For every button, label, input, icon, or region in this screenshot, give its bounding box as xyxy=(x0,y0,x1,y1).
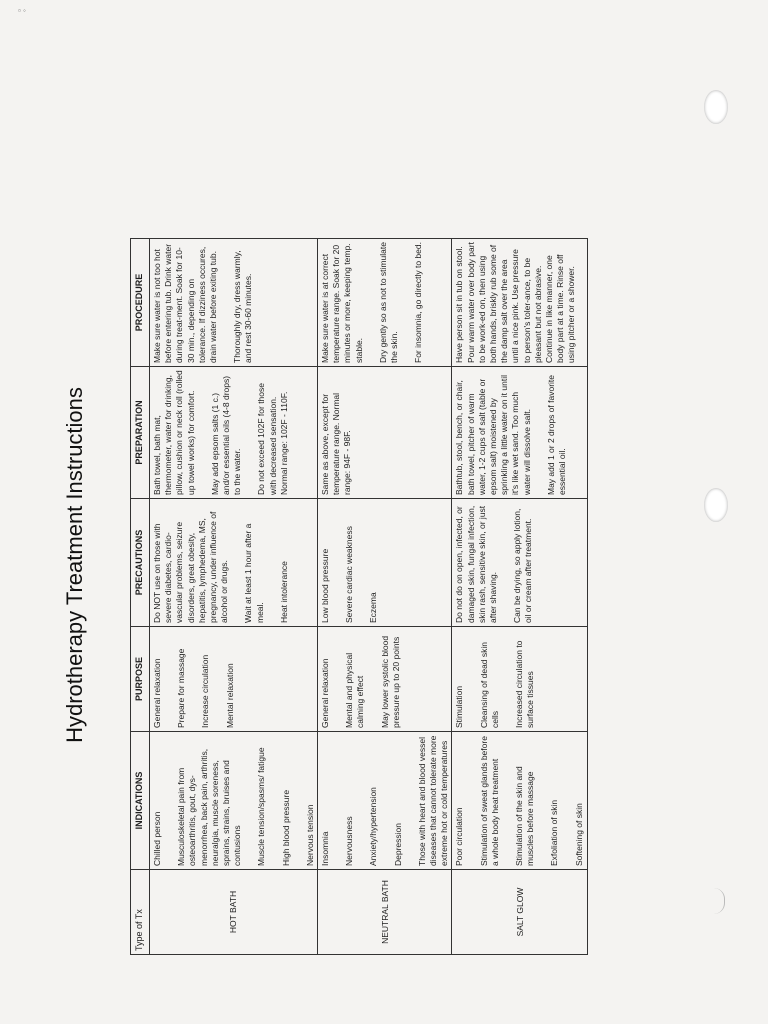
type-cell: HOT BATH xyxy=(150,870,318,955)
list-item: Nervousness xyxy=(344,816,355,866)
list-item: Muscle tension/spasms/ fatigue xyxy=(256,747,267,866)
list-item: General relaxation xyxy=(152,658,162,728)
list-item: Bathtub, stool, bench, or chair, bath towel, pitcher of warm water, 1-2 cups of salt (table or epsom salt) moistened by sprinkling a little water on it until it's like wet sand. Too much water will dissolve salt. xyxy=(454,374,532,495)
header-purpose: PURPOSE xyxy=(131,627,150,732)
purpose-cell xyxy=(452,627,588,732)
list-item: Stimulation xyxy=(454,685,465,728)
list-item: Nervous tension xyxy=(304,804,315,866)
preparation-cell xyxy=(150,367,318,499)
list-item: Stimulation of sweat glands before a whole body heat treatment xyxy=(478,736,500,866)
list-item: Cleansing of dead skin cells xyxy=(478,641,500,728)
purpose-cell xyxy=(318,627,452,732)
table-row-salt-glow xyxy=(452,239,588,955)
table-row-hot-bath xyxy=(150,239,318,955)
header-preparation: PREPARATION xyxy=(131,367,150,499)
list-item: Do NOT use on those with severe diabetes, cardio-vascular problems, seizure disorders, great obesity, hepatitis, lymphedema, MS, pregnancy, under influence of alcohol or drugs. xyxy=(152,511,230,623)
binder-hole-top xyxy=(704,90,728,124)
stray-mark: ▫ ◦ xyxy=(18,6,26,15)
list-item: May lower systolic blood pressure up to 20 points xyxy=(379,635,401,728)
list-item: Can be drying, so apply lotion, oil or cream after treatment. xyxy=(512,508,534,623)
header-procedure: PROCEDURE xyxy=(131,239,150,367)
list-item: Low blood pressure xyxy=(320,548,331,623)
list-item: Do not exceed 102F for those with decreased sensation. Normal range: 102F - 110F. xyxy=(256,383,289,495)
document-title: Hydrotherapy Treatment Instructions xyxy=(62,387,87,743)
list-item: Insomnia xyxy=(320,831,331,866)
list-item: Make sure water is not too hot before entering tub. Drink water during treat-ment. Soak for 10-30 min., depending on tolerance. If dizziness occures, drain water before exiting tub. xyxy=(152,243,219,363)
list-item: Stimulation of the skin and muscles before massage xyxy=(514,766,536,866)
list-item: Have person sit in tub on stool. Pour warm water over body part to be work-ed on, then using both hands, briskly rub some of the damp salt over the area until a nice pink. Use pressure to person's toler-ance, to be pleasant but not abrasive. Continue in like manner, one body part at a time. Rinse off using pitcher or a shower. xyxy=(454,242,577,363)
list-item: May add 1 or 2 drops of favorite essential oil. xyxy=(545,374,568,495)
list-item: Same as above, except for temperature range. Normal range: 94F - 98F. xyxy=(320,392,353,495)
binder-hole-middle xyxy=(704,488,728,522)
list-item: Increase circulation xyxy=(200,654,211,728)
list-item: Prepare for massage xyxy=(176,648,187,728)
list-item: Eczema xyxy=(368,592,379,623)
list-item: High blood pressure xyxy=(280,789,291,866)
list-item: Mental relaxation xyxy=(224,663,235,728)
type-cell: SALT GLOW xyxy=(452,870,588,955)
list-item: Musculoskeletal pain from osteoarthritis, gout, dys-menorrhea, back pain, arthritis, neuralgia, muscle soreness, sprains, strains, bruises and contusions xyxy=(176,748,243,866)
header-indications: INDICATIONS xyxy=(131,732,150,870)
list-item: Thoroughly dry, dress warmly, and rest 30-60 minutes. xyxy=(232,250,254,363)
type-cell: NEUTRAL BATH xyxy=(318,870,452,955)
header-precautions: PRECAUTIONS xyxy=(131,499,150,627)
list-item: Depression xyxy=(392,823,403,866)
list-item: Wait at least 1 hour after a meal. xyxy=(243,523,265,623)
list-item: Anxiety/hypertension xyxy=(368,787,379,866)
list-item: Chilled person xyxy=(152,811,162,866)
indications-cell xyxy=(150,732,318,870)
table-row-neutral-bath xyxy=(318,239,452,955)
list-item: Those with heart and blood vessel diseases that cannot tolerate more extreme hot or cold temperatures xyxy=(416,735,450,866)
page-edge-mark xyxy=(714,888,725,914)
preparation-cell xyxy=(452,367,588,499)
procedure-cell xyxy=(318,239,452,367)
list-item: General relaxation xyxy=(320,658,331,728)
preparation-cell xyxy=(318,367,452,499)
precautions-cell xyxy=(318,499,452,627)
purpose-cell xyxy=(150,627,318,732)
list-item: Mental and physical calming effect xyxy=(344,652,366,728)
procedure-cell xyxy=(452,239,588,367)
list-item: Make sure water is at correct temperature range. Soak for 20 minutes or more, keeping temp. stable. xyxy=(320,243,364,363)
list-item: May add epsom salts (1 c.) and/or essential oils (4-8 drops) to the water. xyxy=(209,375,243,495)
list-item: Dry gently so as not to stimulate the skin. xyxy=(377,242,400,363)
list-item: Exfoliation of skin xyxy=(549,799,560,866)
header-type: Type of Tx xyxy=(131,870,150,955)
rotated-document xyxy=(50,165,678,965)
list-item: Increased circulation to surface tissues xyxy=(514,640,536,728)
list-item: Heat intolerance xyxy=(278,561,289,623)
list-item: Poor circulation xyxy=(454,807,465,866)
table-header-row xyxy=(131,239,150,955)
indications-cell xyxy=(452,732,588,870)
indications-cell xyxy=(318,732,452,870)
precautions-cell xyxy=(452,499,588,627)
list-item: For insomnia, go directly to bed. xyxy=(413,242,424,363)
list-item: Bath towel, bath mat, thermometer, water for drinking, pillow, cushion or neck roll (rolled up towel works) for comfort. xyxy=(152,370,196,495)
list-item: Softening of skin xyxy=(573,803,584,866)
precautions-cell xyxy=(150,499,318,627)
list-item: Do not do on open, infected, or damaged skin, fungal infection, skin rash, sensitive skin, or just after shaving. xyxy=(454,505,499,623)
procedure-cell xyxy=(150,239,318,367)
list-item: Severe cardiac weakness xyxy=(344,526,355,623)
treatment-table xyxy=(130,238,588,955)
